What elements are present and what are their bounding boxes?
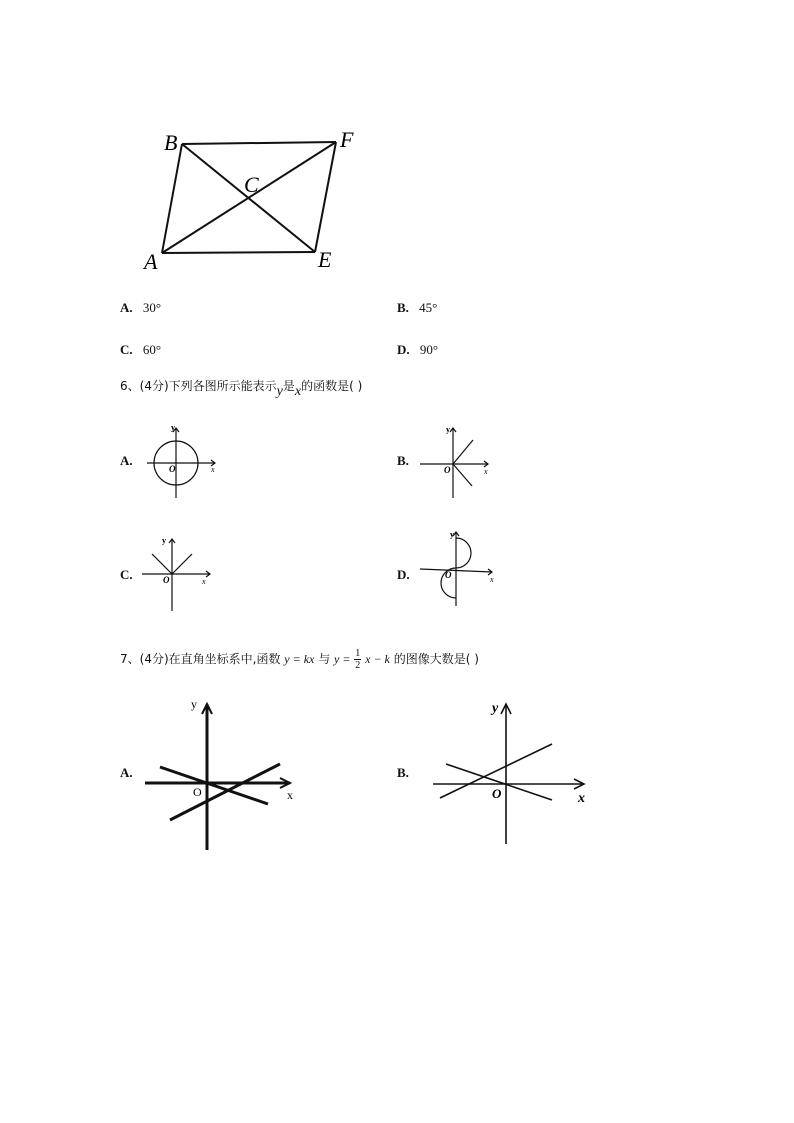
graph-ray-right xyxy=(172,554,192,574)
axis-x-label: x xyxy=(578,791,585,806)
q6-question xyxy=(120,377,363,399)
edge-ab xyxy=(162,144,182,253)
q6-suffix: 的函数是( ) xyxy=(301,379,363,393)
q6-option-c-graph xyxy=(140,533,220,613)
q6-option-d-label[interactable]: D. xyxy=(397,567,410,582)
q7-func1: y = kx xyxy=(284,652,315,666)
option-value: 90° xyxy=(419,342,439,357)
vertex-label-f: F xyxy=(340,127,354,152)
graph-ray-down xyxy=(453,464,472,486)
q6-option-b-graph xyxy=(418,422,498,502)
option-letter: B. xyxy=(397,300,409,315)
graph-line-rising xyxy=(170,764,280,820)
q5-option-b[interactable] xyxy=(397,297,437,316)
q5-option-a[interactable] xyxy=(120,297,161,316)
axis-y-label: y xyxy=(162,536,166,545)
graph-arc-upper xyxy=(456,538,471,568)
q5-option-c[interactable] xyxy=(120,339,161,358)
q7-suffix: 的图像大数是( ) xyxy=(393,652,479,666)
option-letter: D. xyxy=(397,342,410,357)
option-letter: A. xyxy=(120,300,133,315)
graph-ray-up xyxy=(453,440,473,464)
axis-y-label: y xyxy=(171,423,175,432)
axis-x-label: x xyxy=(490,575,494,584)
vertex-label-a: A xyxy=(144,249,158,274)
option-value: 45° xyxy=(419,300,438,315)
origin-label: O xyxy=(169,464,176,474)
axis-y-label: y xyxy=(450,530,454,539)
q6-var-y: y xyxy=(276,384,283,399)
fraction-numerator: 1 xyxy=(355,648,361,659)
q6-prefix: 6、(4分)下列各图所示能表示 xyxy=(120,379,277,393)
q6-var-x: x xyxy=(294,384,302,399)
option-value: 60° xyxy=(142,342,162,357)
axis-y-label: y xyxy=(446,425,450,434)
q7-option-b-label[interactable]: B. xyxy=(397,765,409,780)
edge-ea xyxy=(162,252,315,253)
vertex-label-c: C xyxy=(244,172,259,197)
origin-label: O xyxy=(163,575,170,585)
q7-option-a-graph xyxy=(140,692,310,854)
axis-y-label: y xyxy=(492,701,499,716)
q7-question xyxy=(120,648,479,671)
vertex-label-b: B xyxy=(164,130,178,155)
q5-option-d[interactable] xyxy=(397,339,438,358)
graph-ray-left xyxy=(152,554,172,574)
origin-label: O xyxy=(193,785,202,799)
q7-func2-lhs: y = xyxy=(334,652,351,666)
axis-x-label: x xyxy=(484,467,488,476)
diagonal-af xyxy=(162,142,336,253)
edge-bf xyxy=(182,142,336,144)
q7-option-a-label[interactable]: A. xyxy=(120,765,133,780)
axis-x-label: x xyxy=(211,465,215,474)
edge-fe xyxy=(315,142,336,252)
q7-option-b-graph xyxy=(428,692,598,850)
axis-y-label: y xyxy=(191,697,197,711)
origin-label: O xyxy=(492,786,502,801)
parallelogram-figure xyxy=(140,122,370,282)
q6-option-a-graph xyxy=(145,422,225,502)
axis-x-label: x xyxy=(202,577,206,586)
q6-middle: 是 xyxy=(282,379,295,393)
q6-option-d-graph xyxy=(418,528,498,608)
q6-option-b-label[interactable]: B. xyxy=(397,453,409,468)
origin-label: O xyxy=(445,570,452,580)
axis-x-label: x xyxy=(287,788,293,802)
vertex-label-e: E xyxy=(318,247,332,272)
q6-option-a-label[interactable]: A. xyxy=(120,453,133,468)
q6-option-c-label[interactable]: C. xyxy=(120,567,133,582)
q7-middle: 与 xyxy=(318,652,331,666)
q7-func2-rhs: x − k xyxy=(365,652,390,666)
fraction-denominator: 2 xyxy=(355,660,361,671)
q7-prefix: 7、(4分)在直角坐标系中,函数 xyxy=(120,652,281,666)
q7-fraction xyxy=(354,648,361,671)
option-value: 30° xyxy=(142,300,162,315)
option-letter: C. xyxy=(120,342,133,357)
origin-label: O xyxy=(444,465,451,475)
